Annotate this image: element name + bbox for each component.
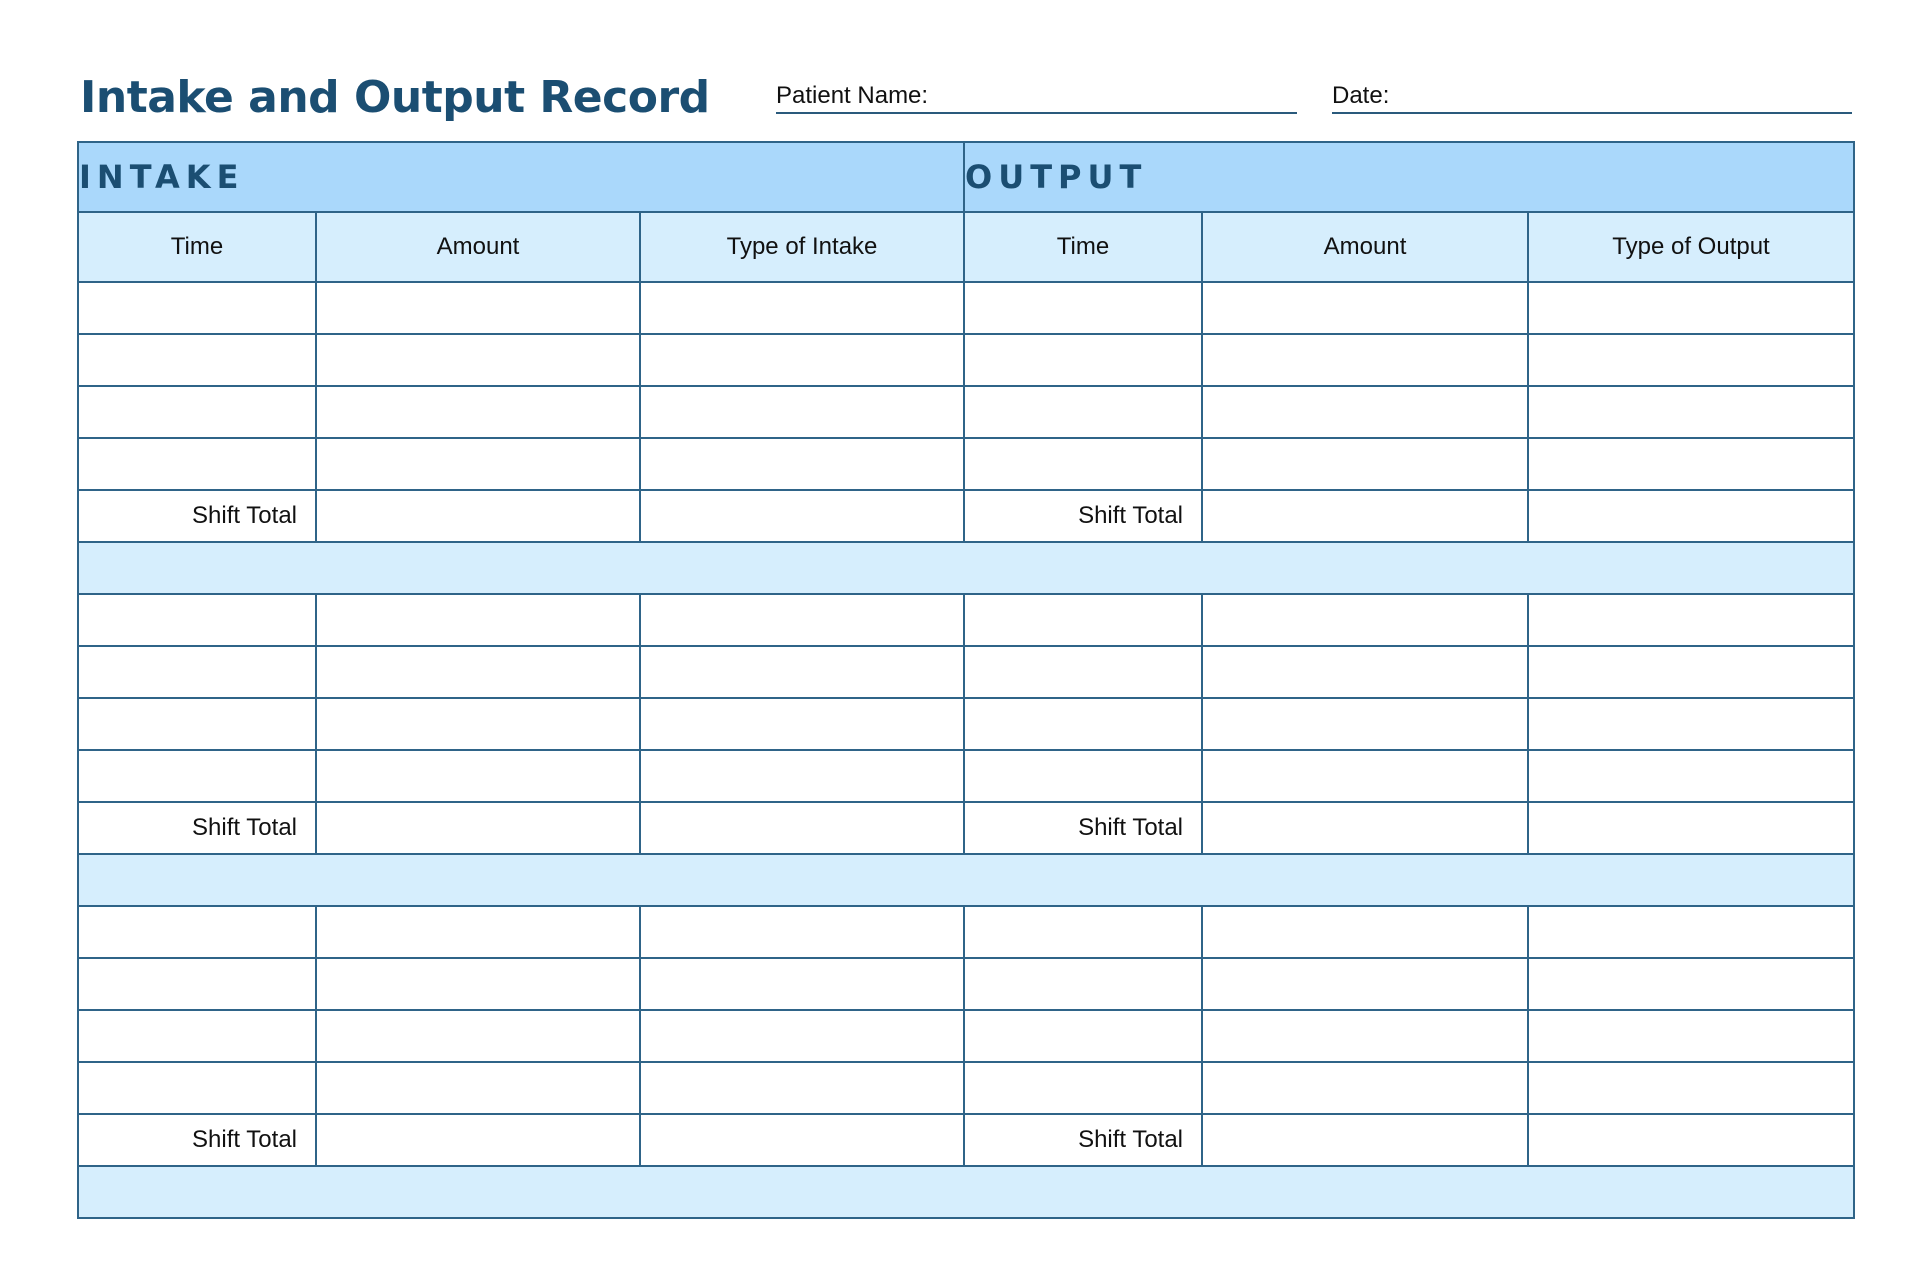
intake-amount-cell[interactable] <box>316 750 640 802</box>
output-amount-cell[interactable] <box>1202 334 1528 386</box>
output-time-cell[interactable] <box>964 958 1202 1010</box>
output-time-cell[interactable] <box>964 646 1202 698</box>
output-amount-cell[interactable] <box>1202 282 1528 334</box>
intake-shift-total-type[interactable] <box>640 490 964 542</box>
output-amount-cell[interactable] <box>1202 386 1528 438</box>
intake-amount-cell[interactable] <box>316 334 640 386</box>
table-row <box>78 646 1854 698</box>
page-title: Intake and Output Record <box>80 72 710 123</box>
intake-time-cell[interactable] <box>78 282 316 334</box>
intake-type-cell[interactable] <box>640 750 964 802</box>
output-shift-total-label: Shift Total <box>964 1114 1202 1166</box>
output-type-cell[interactable] <box>1528 334 1854 386</box>
output-type-cell[interactable] <box>1528 1062 1854 1114</box>
intake-amount-cell[interactable] <box>316 386 640 438</box>
output-amount-cell[interactable] <box>1202 906 1528 958</box>
patient-name-label: Patient Name: <box>776 82 929 109</box>
intake-amount-cell[interactable] <box>316 906 640 958</box>
output-type-cell[interactable] <box>1528 906 1854 958</box>
output-amount-cell[interactable] <box>1202 750 1528 802</box>
intake-output-table <box>77 141 1855 1219</box>
output-amount-header: Amount <box>1202 212 1528 282</box>
output-amount-cell[interactable] <box>1202 1062 1528 1114</box>
output-time-cell[interactable] <box>964 1010 1202 1062</box>
output-type-header: Type of Output <box>1528 212 1854 282</box>
intake-shift-total-label: Shift Total <box>78 1114 316 1166</box>
output-time-cell[interactable] <box>964 438 1202 490</box>
output-type-cell[interactable] <box>1528 282 1854 334</box>
intake-type-cell[interactable] <box>640 958 964 1010</box>
output-shift-total-type[interactable] <box>1528 490 1854 542</box>
intake-type-cell[interactable] <box>640 1062 964 1114</box>
table-row <box>78 594 1854 646</box>
output-time-cell[interactable] <box>964 282 1202 334</box>
intake-time-cell[interactable] <box>78 646 316 698</box>
output-type-cell[interactable] <box>1528 594 1854 646</box>
intake-time-cell[interactable] <box>78 698 316 750</box>
output-amount-cell[interactable] <box>1202 958 1528 1010</box>
intake-shift-total-type[interactable] <box>640 1114 964 1166</box>
intake-type-cell[interactable] <box>640 646 964 698</box>
output-shift-total-label: Shift Total <box>964 490 1202 542</box>
table-row <box>78 1062 1854 1114</box>
output-time-cell[interactable] <box>964 750 1202 802</box>
output-type-cell[interactable] <box>1528 646 1854 698</box>
shift-separator <box>78 1166 1854 1218</box>
output-section-header: OUTPUT <box>964 142 1854 212</box>
intake-type-cell[interactable] <box>640 282 964 334</box>
output-time-cell[interactable] <box>964 906 1202 958</box>
intake-amount-cell[interactable] <box>316 1010 640 1062</box>
output-shift-total-label: Shift Total <box>964 802 1202 854</box>
intake-amount-header: Amount <box>316 212 640 282</box>
table-row <box>78 698 1854 750</box>
shift-total-row <box>78 802 1854 854</box>
table-row <box>78 750 1854 802</box>
intake-amount-cell[interactable] <box>316 594 640 646</box>
output-shift-total-type[interactable] <box>1528 1114 1854 1166</box>
section-header-row <box>78 142 1854 212</box>
shift-separator <box>78 542 1854 594</box>
output-time-cell[interactable] <box>964 594 1202 646</box>
output-amount-cell[interactable] <box>1202 698 1528 750</box>
intake-amount-cell[interactable] <box>316 698 640 750</box>
shift-separator <box>78 854 1854 906</box>
date-field[interactable] <box>1332 80 1852 114</box>
intake-shift-total-type[interactable] <box>640 802 964 854</box>
output-type-cell[interactable] <box>1528 1010 1854 1062</box>
intake-shift-total-amount[interactable] <box>316 802 640 854</box>
output-type-cell[interactable] <box>1528 958 1854 1010</box>
intake-section-header: INTAKE <box>78 142 964 212</box>
column-header-row <box>78 212 1854 282</box>
intake-amount-cell[interactable] <box>316 1062 640 1114</box>
intake-time-cell[interactable] <box>78 594 316 646</box>
output-type-cell[interactable] <box>1528 698 1854 750</box>
shift-separator-row <box>78 1166 1854 1218</box>
intake-time-cell[interactable] <box>78 386 316 438</box>
table-row <box>78 1010 1854 1062</box>
table-row <box>78 958 1854 1010</box>
intake-time-cell[interactable] <box>78 334 316 386</box>
intake-shift-total-amount[interactable] <box>316 490 640 542</box>
intake-time-cell[interactable] <box>78 438 316 490</box>
intake-type-cell[interactable] <box>640 438 964 490</box>
intake-type-cell[interactable] <box>640 386 964 438</box>
output-time-header: Time <box>964 212 1202 282</box>
output-type-cell[interactable] <box>1528 386 1854 438</box>
output-amount-cell[interactable] <box>1202 1010 1528 1062</box>
intake-type-header: Type of Intake <box>640 212 964 282</box>
intake-type-cell[interactable] <box>640 334 964 386</box>
intake-shift-total-label: Shift Total <box>78 490 316 542</box>
intake-amount-cell[interactable] <box>316 438 640 490</box>
intake-shift-total-amount[interactable] <box>316 1114 640 1166</box>
intake-time-cell[interactable] <box>78 958 316 1010</box>
patient-name-field[interactable] <box>776 80 1297 114</box>
table-row <box>78 282 1854 334</box>
output-type-cell[interactable] <box>1528 438 1854 490</box>
record-body <box>78 282 1854 1218</box>
table-row <box>78 906 1854 958</box>
intake-time-cell[interactable] <box>78 906 316 958</box>
intake-type-cell[interactable] <box>640 1010 964 1062</box>
intake-time-cell[interactable] <box>78 750 316 802</box>
intake-amount-cell[interactable] <box>316 282 640 334</box>
intake-type-cell[interactable] <box>640 698 964 750</box>
output-type-cell[interactable] <box>1528 750 1854 802</box>
intake-amount-cell[interactable] <box>316 958 640 1010</box>
output-time-cell[interactable] <box>964 334 1202 386</box>
intake-time-cell[interactable] <box>78 1010 316 1062</box>
output-time-cell[interactable] <box>964 1062 1202 1114</box>
intake-amount-cell[interactable] <box>316 646 640 698</box>
output-time-cell[interactable] <box>964 698 1202 750</box>
table-row <box>78 334 1854 386</box>
shift-separator-row <box>78 854 1854 906</box>
output-amount-cell[interactable] <box>1202 594 1528 646</box>
table-row <box>78 386 1854 438</box>
output-shift-total-amount[interactable] <box>1202 490 1528 542</box>
date-label: Date: <box>1332 82 1390 109</box>
intake-shift-total-label: Shift Total <box>78 802 316 854</box>
output-shift-total-amount[interactable] <box>1202 1114 1528 1166</box>
table-row <box>78 438 1854 490</box>
intake-type-cell[interactable] <box>640 906 964 958</box>
output-time-cell[interactable] <box>964 386 1202 438</box>
output-amount-cell[interactable] <box>1202 438 1528 490</box>
intake-type-cell[interactable] <box>640 594 964 646</box>
shift-separator-row <box>78 542 1854 594</box>
shift-total-row <box>78 1114 1854 1166</box>
output-shift-total-type[interactable] <box>1528 802 1854 854</box>
intake-time-header: Time <box>78 212 316 282</box>
output-amount-cell[interactable] <box>1202 646 1528 698</box>
intake-time-cell[interactable] <box>78 1062 316 1114</box>
output-shift-total-amount[interactable] <box>1202 802 1528 854</box>
shift-total-row <box>78 490 1854 542</box>
